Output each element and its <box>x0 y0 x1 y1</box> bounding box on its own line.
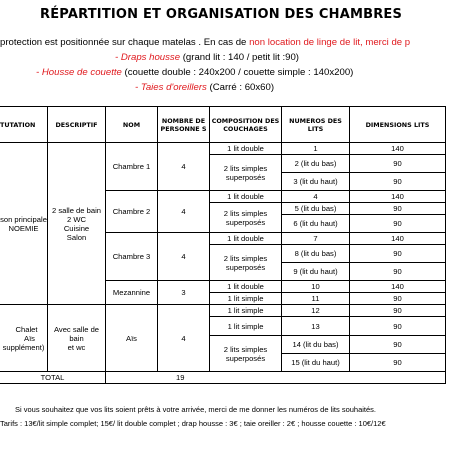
header-composition: COMPOSITION DES COUCHAGES <box>210 107 282 143</box>
intro-text: protection est positionnée sur chaque matelas . En cas de <box>0 37 250 48</box>
room-name: Aïs <box>106 305 158 372</box>
bed-number: 2 (lit du bas) <box>282 155 350 173</box>
descriptif-chalet <box>48 305 106 372</box>
statut-maison <box>0 143 48 305</box>
composition-line2: superposés <box>225 217 266 227</box>
composition-cell: 1 lit simple <box>210 305 282 317</box>
composition-line1: 2 lits simples <box>223 344 268 354</box>
desc-chalet-line2: bain <box>69 333 84 343</box>
composition-cell: 1 lit simple <box>210 293 282 305</box>
bed-dimension: 90 <box>350 263 446 281</box>
room-count: 4 <box>158 305 210 372</box>
composition-cell: 1 lit double <box>210 143 282 155</box>
table-row <box>0 143 446 155</box>
composition-cell: 1 lit double <box>210 233 282 245</box>
table-row <box>0 305 446 317</box>
room-count: 4 <box>158 233 210 281</box>
bed-number: 3 (lit du haut) <box>282 173 350 191</box>
bed-number: 12 <box>282 305 350 317</box>
bed-number: 4 <box>282 191 350 203</box>
intro-line-protection <box>0 37 410 49</box>
bed-number: 13 <box>282 317 350 336</box>
bed-dimension: 90 <box>350 293 446 305</box>
bed-dimension: 90 <box>350 215 446 233</box>
page-title: RÉPARTITION ET ORGANISATION DES CHAMBRES <box>40 7 403 22</box>
bed-number: 11 <box>282 293 350 305</box>
composition-line1: 2 lits simples <box>223 163 268 173</box>
bed-number: 6 (lit du haut) <box>282 215 350 233</box>
bed-dimension: 90 <box>350 336 446 354</box>
statut-chalet-line1: Chalet <box>15 324 38 334</box>
desc-chalet-line1: Avec salle de <box>53 324 100 334</box>
composition-line2: superposés <box>225 172 266 182</box>
header-numeros: NUMEROS DES LITS <box>282 107 350 143</box>
footer-tarifs: Tarifs : 13€/lit simple complet; 15€/ lit double complet ; drap housse : 3€ ; taie oreiller : 2€ ; housse couette : 10€/12€ <box>0 419 386 428</box>
bed-number: 9 (lit du haut) <box>282 263 350 281</box>
bed-number: 7 <box>282 233 350 245</box>
taies-sizes: (Carré : 60x60) <box>206 82 275 93</box>
room-count: 4 <box>158 191 210 233</box>
room-count: 4 <box>158 143 210 191</box>
table-header-row <box>0 107 446 143</box>
room-name: Chambre 3 <box>106 233 158 281</box>
composition-line2: superposés <box>225 262 266 272</box>
bed-number: 8 (lit du bas) <box>282 245 350 263</box>
composition-cell <box>210 203 282 233</box>
bed-dimension: 90 <box>350 245 446 263</box>
bed-dimension: 90 <box>350 203 446 215</box>
bed-dimension: 140 <box>350 233 446 245</box>
composition-line1: 2 lits simples <box>223 208 268 218</box>
composition-cell <box>210 155 282 191</box>
header-dimensions: DIMENSIONS LITS <box>350 107 446 143</box>
statut-maison-line2: NOEMIE <box>8 223 39 233</box>
descriptif-maison <box>48 143 106 305</box>
desc-maison-line3: Cuisine <box>63 223 90 233</box>
room-name: Chambre 2 <box>106 191 158 233</box>
desc-maison-line2: 2 WC <box>67 214 86 224</box>
composition-line2: superposés <box>225 353 266 363</box>
header-descriptif: DESCRIPTIF <box>48 107 106 143</box>
bed-dimension: 140 <box>350 281 446 293</box>
header-nom: NOM <box>106 107 158 143</box>
total-value: 19 <box>106 372 446 384</box>
room-count: 3 <box>158 281 210 305</box>
statut-chalet-line2: Aïs <box>24 333 35 343</box>
bed-dimension: 90 <box>350 155 446 173</box>
bed-number: 10 <box>282 281 350 293</box>
total-label: TOTAL <box>0 372 106 384</box>
desc-chalet-line3: et wc <box>67 342 86 352</box>
total-row <box>0 372 446 384</box>
housse-couette-line <box>36 67 353 79</box>
composition-line1: 2 lits simples <box>223 253 268 263</box>
bed-dimension: 90 <box>350 173 446 191</box>
draps-housse-line <box>115 52 299 64</box>
composition-cell: 1 lit double <box>210 191 282 203</box>
bed-number: 14 (lit du bas) <box>282 336 350 354</box>
intro-text-highlight: non location de linge de lit, merci de p <box>249 37 411 48</box>
draps-housse-sizes: (grand lit : 140 / petit lit :90) <box>180 52 299 63</box>
statut-chalet-line3: supplément) <box>2 342 45 352</box>
draps-housse-label: - Draps housse <box>115 52 181 63</box>
composition-cell <box>210 245 282 281</box>
statut-chalet <box>0 305 48 372</box>
bed-number: 15 (lit du haut) <box>282 354 350 372</box>
bed-dimension: 140 <box>350 143 446 155</box>
bed-dimension: 90 <box>350 354 446 372</box>
composition-cell: 1 lit simple <box>210 317 282 336</box>
room-name: Mezannine <box>106 281 158 305</box>
housse-couette-label: - Housse de couette <box>36 67 122 78</box>
bed-number: 5 (lit du bas) <box>282 203 350 215</box>
desc-maison-line1: 2 salle de bain <box>52 205 101 215</box>
desc-maison-line4: Salon <box>66 232 87 242</box>
bed-dimension: 140 <box>350 191 446 203</box>
taies-label: - Taies d'oreillers <box>135 82 207 93</box>
header-statut: TUTATION <box>0 107 48 143</box>
bed-dimension: 90 <box>350 317 446 336</box>
footer-note: Si vous souhaitez que vos lits soient prêts à votre arrivée, merci de me donner les numéros de lits souhaités. <box>15 405 377 414</box>
housse-couette-sizes: (couette double : 240x200 / couette simple : 140x200) <box>121 67 354 78</box>
bed-dimension: 90 <box>350 305 446 317</box>
rooms-table <box>0 106 446 384</box>
header-nombre: NOMBRE DE PERSONNE S <box>158 107 210 143</box>
room-name: Chambre 1 <box>106 143 158 191</box>
statut-maison-line1: son principale <box>0 214 47 224</box>
taies-line <box>135 82 274 94</box>
bed-number: 1 <box>282 143 350 155</box>
composition-cell: 1 lit double <box>210 281 282 293</box>
composition-cell <box>210 336 282 372</box>
